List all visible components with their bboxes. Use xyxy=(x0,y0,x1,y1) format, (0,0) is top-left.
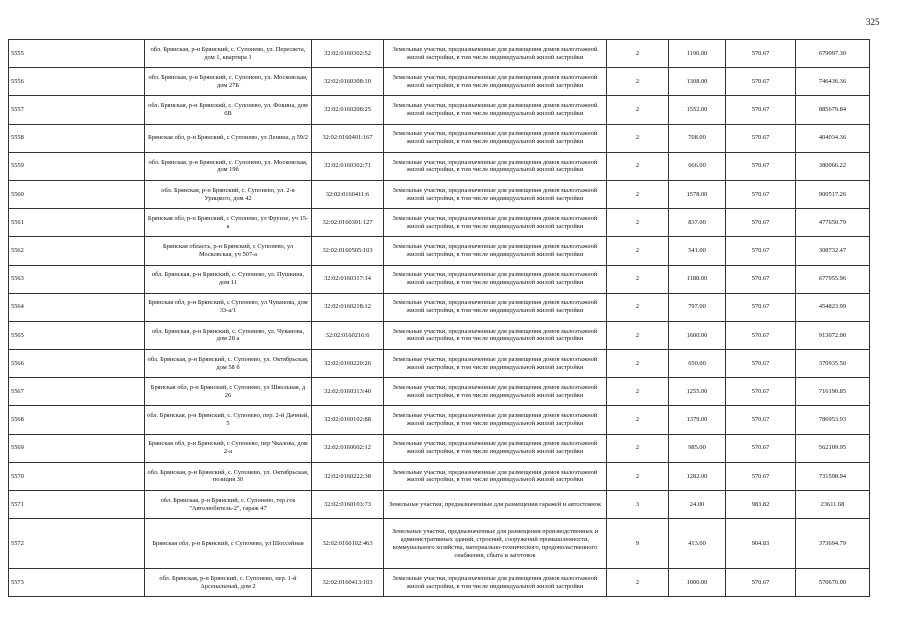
cadastral-number-cell: 32:02:0160102:463 xyxy=(312,519,384,569)
address-cell: обл. Брянская, р-н Брянский, с. Супонево, ул. Московская, дом 27Б xyxy=(145,68,312,96)
area-cell: 1255.00 xyxy=(669,378,726,406)
address-cell: Брянская обл, р-н Брянский, с Супонево, ул Шоссейная xyxy=(145,519,312,569)
address-cell: Брянская обл, р-н Брянский, с Супонево, пер Чкалова, дом 2-а xyxy=(145,434,312,462)
rate-cell: 570.67 xyxy=(726,350,796,378)
land-use-cell: Земельные участки, предназначенные для размещения домов малоэтажной жилой застройки, в том числе индивидуальной жилой застройки xyxy=(384,350,607,378)
rate-cell: 570.67 xyxy=(726,40,796,68)
group-cell: 2 xyxy=(607,152,669,180)
cadastral-value-cell: 477650.79 xyxy=(796,209,870,237)
table-row xyxy=(9,265,870,293)
address-cell: обл. Брянская, р-н Брянский, с. Супонево, ул. 2-я Урицкого, дом 42 xyxy=(145,180,312,208)
cadastral-value-cell: 562109.95 xyxy=(796,434,870,462)
address-cell: Брянская обл, р-н Брянский, с Супонево, ул Ленина, д 59/2 xyxy=(145,124,312,152)
area-cell: 413.00 xyxy=(669,519,726,569)
rate-cell: 570.67 xyxy=(726,321,796,349)
address-cell: Брянская обл, р-н Брянский, с Супонево, ул Чуванова, дом 33-а/1 xyxy=(145,293,312,321)
cadastral-value-cell: 786953.93 xyxy=(796,406,870,434)
rate-cell: 570.67 xyxy=(726,406,796,434)
cadastral-value-cell: 731598.94 xyxy=(796,462,870,490)
address-cell: обл. Брянская, р-н Брянский, с. Супонево, ул. Пушкина, дом 11 xyxy=(145,265,312,293)
cadastral-value-cell: 913072.00 xyxy=(796,321,870,349)
page-number: 325 xyxy=(866,17,880,27)
cadastral-value-cell: 308732.47 xyxy=(796,237,870,265)
row-number: 5568 xyxy=(9,406,145,434)
cadastral-value-cell: 570670.00 xyxy=(796,569,870,597)
cadastral-number-cell: 32:02:0160313:40 xyxy=(312,378,384,406)
row-number: 5564 xyxy=(9,293,145,321)
row-number: 5567 xyxy=(9,378,145,406)
cadastral-number-cell: 32:02:0160222:38 xyxy=(312,462,384,490)
row-number: 5569 xyxy=(9,434,145,462)
group-cell: 2 xyxy=(607,209,669,237)
cadastral-number-cell: 32:02:0160102:88 xyxy=(312,406,384,434)
cadastral-value-cell: 380066.22 xyxy=(796,152,870,180)
rate-cell: 570.67 xyxy=(726,462,796,490)
area-cell: 541.00 xyxy=(669,237,726,265)
table-row xyxy=(9,293,870,321)
group-cell: 2 xyxy=(607,434,669,462)
table-row xyxy=(9,378,870,406)
group-cell: 2 xyxy=(607,406,669,434)
cadastral-number-cell: 32:02:0160401:167 xyxy=(312,124,384,152)
area-cell: 1188.00 xyxy=(669,265,726,293)
area-cell: 1000.00 xyxy=(669,569,726,597)
group-cell: 2 xyxy=(607,350,669,378)
land-use-cell: Земельные участки, предназначенные для размещения гаражей и автостоянок xyxy=(384,491,607,519)
land-use-cell: Земельные участки, предназначенные для размещения домов малоэтажной жилой застройки, в том числе индивидуальной жилой застройки xyxy=(384,569,607,597)
cadastral-value-cell: 716190.85 xyxy=(796,378,870,406)
cadastral-number-cell: 32:02:0160208:25 xyxy=(312,96,384,124)
table-row xyxy=(9,40,870,68)
group-cell: 2 xyxy=(607,68,669,96)
area-cell: 797.00 xyxy=(669,293,726,321)
rate-cell: 570.67 xyxy=(726,124,796,152)
address-cell: Брянская область, р-н Брянский, с Супонево, ул Московская, уч 507-а xyxy=(145,237,312,265)
cadastral-number-cell: 32:02:0160602:12 xyxy=(312,434,384,462)
address-cell: обл. Брянская, р-н Брянский, с. Супонево, ул. Октябрьская, дом 58 б xyxy=(145,350,312,378)
table-row xyxy=(9,462,870,490)
cadastral-value-cell: 746436.36 xyxy=(796,68,870,96)
cadastral-value-cell: 454823.99 xyxy=(796,293,870,321)
cadastral-value-cell: 23611.68 xyxy=(796,491,870,519)
group-cell: 2 xyxy=(607,378,669,406)
address-cell: обл. Брянская, р-н Брянский, с. Супонево, тер.гск "Автолюбитель-2", гараж 47 xyxy=(145,491,312,519)
table-row xyxy=(9,180,870,208)
rate-cell: 570.67 xyxy=(726,180,796,208)
land-use-cell: Земельные участки, предназначенные для размещения домов малоэтажной жилой застройки, в том числе индивидуальной жилой застройки xyxy=(384,209,607,237)
area-cell: 837.00 xyxy=(669,209,726,237)
group-cell: 2 xyxy=(607,124,669,152)
row-number: 5561 xyxy=(9,209,145,237)
row-number: 5566 xyxy=(9,350,145,378)
rate-cell: 904.83 xyxy=(726,519,796,569)
rate-cell: 570.67 xyxy=(726,209,796,237)
row-number: 5565 xyxy=(9,321,145,349)
area-cell: 1552.00 xyxy=(669,96,726,124)
land-use-cell: Земельные участки, предназначенные для размещения домов малоэтажной жилой застройки, в том числе индивидуальной жилой застройки xyxy=(384,265,607,293)
area-cell: 1379.00 xyxy=(669,406,726,434)
table-row xyxy=(9,321,870,349)
rate-cell: 570.67 xyxy=(726,434,796,462)
row-number: 5573 xyxy=(9,569,145,597)
area-cell: 1282.00 xyxy=(669,462,726,490)
land-use-cell: Земельные участки, предназначенные для размещения производственных и административных зданий, строений, сооружений промышленности, коммунального хозяйства, материально-технического, продовольственного снабжения, сбыта и заготовок xyxy=(384,519,607,569)
address-cell: обл. Брянская, р-н Брянский, с. Супонево, пер. 2-й Дачный, 5 xyxy=(145,406,312,434)
land-use-cell: Земельные участки, предназначенные для размещения домов малоэтажной жилой застройки, в том числе индивидуальной жилой застройки xyxy=(384,68,607,96)
area-cell: 1308.00 xyxy=(669,68,726,96)
rate-cell: 570.67 xyxy=(726,265,796,293)
cadastral-number-cell: 32:02:0160301:127 xyxy=(312,209,384,237)
address-cell: обл. Брянская, р-н Брянский, с. Супонево, пер. 1-й Арсенальный, дом 2 xyxy=(145,569,312,597)
area-cell: 1578.00 xyxy=(669,180,726,208)
land-use-cell: Земельные участки, предназначенные для размещения домов малоэтажной жилой застройки, в том числе индивидуальной жилой застройки xyxy=(384,434,607,462)
table-row xyxy=(9,519,870,569)
table-row xyxy=(9,406,870,434)
address-cell: обл. Брянская, р-н Брянский, с. Супонево, ул. Пересвета, дом 1, квартира 1 xyxy=(145,40,312,68)
land-use-cell: Земельные участки, предназначенные для размещения домов малоэтажной жилой застройки, в том числе индивидуальной жилой застройки xyxy=(384,378,607,406)
row-number: 5562 xyxy=(9,237,145,265)
area-cell: 985.00 xyxy=(669,434,726,462)
address-cell: обл. Брянская, р-н Брянский, с. Супонево, ул. Чуванова, дом 28 а xyxy=(145,321,312,349)
land-use-cell: Земельные участки, предназначенные для размещения домов малоэтажной жилой застройки, в том числе индивидуальной жилой застройки xyxy=(384,124,607,152)
area-cell: 1190.00 xyxy=(669,40,726,68)
address-cell: Брянская обл, р-н Брянский, с Супонево, ул Фрунзе, уч 15-а xyxy=(145,209,312,237)
table-row xyxy=(9,152,870,180)
address-cell: обл. Брянская, р-н Брянский, с. Супонево, ул. Фокина, дом 6В xyxy=(145,96,312,124)
table-row xyxy=(9,209,870,237)
table-row xyxy=(9,491,870,519)
group-cell: 9 xyxy=(607,519,669,569)
area-cell: 708.00 xyxy=(669,124,726,152)
table-row xyxy=(9,124,870,152)
cadastral-number-cell: 32:02:0160220:26 xyxy=(312,350,384,378)
row-number: 5557 xyxy=(9,96,145,124)
group-cell: 2 xyxy=(607,462,669,490)
cadastral-number-cell: 32:02:0160103:73 xyxy=(312,491,384,519)
area-cell: 24.00 xyxy=(669,491,726,519)
land-use-cell: Земельные участки, предназначенные для размещения домов малоэтажной жилой застройки, в том числе индивидуальной жилой застройки xyxy=(384,40,607,68)
table-row xyxy=(9,237,870,265)
group-cell: 2 xyxy=(607,265,669,293)
land-use-cell: Земельные участки, предназначенные для размещения домов малоэтажной жилой застройки, в том числе индивидуальной жилой застройки xyxy=(384,237,607,265)
table-row xyxy=(9,350,870,378)
cadastral-number-cell: 32:02:0160216:6 xyxy=(312,321,384,349)
group-cell: 2 xyxy=(607,237,669,265)
row-number: 5563 xyxy=(9,265,145,293)
group-cell: 2 xyxy=(607,180,669,208)
cadastral-number-cell: 32:02:0160218:12 xyxy=(312,293,384,321)
land-use-cell: Земельные участки, предназначенные для размещения домов малоэтажной жилой застройки, в том числе индивидуальной жилой застройки xyxy=(384,180,607,208)
row-number: 5570 xyxy=(9,462,145,490)
land-use-cell: Земельные участки, предназначенные для размещения домов малоэтажной жилой застройки, в том числе индивидуальной жилой застройки xyxy=(384,96,607,124)
cadastral-value-cell: 370935.50 xyxy=(796,350,870,378)
land-use-cell: Земельные участки, предназначенные для размещения домов малоэтажной жилой застройки, в том числе индивидуальной жилой застройки xyxy=(384,321,607,349)
address-cell: Брянская обл, р-н Брянский, с Супонево, ул Школьная, д 26 xyxy=(145,378,312,406)
cadastral-value-cell: 679097.30 xyxy=(796,40,870,68)
rate-cell: 570.67 xyxy=(726,152,796,180)
group-cell: 2 xyxy=(607,40,669,68)
table-row xyxy=(9,434,870,462)
cadastral-value-cell: 373694.79 xyxy=(796,519,870,569)
rate-cell: 570.67 xyxy=(726,237,796,265)
group-cell: 3 xyxy=(607,491,669,519)
row-number: 5559 xyxy=(9,152,145,180)
group-cell: 2 xyxy=(607,96,669,124)
group-cell: 2 xyxy=(607,321,669,349)
row-number: 5556 xyxy=(9,68,145,96)
rate-cell: 570.67 xyxy=(726,293,796,321)
cadastral-number-cell: 32:02:0160317:14 xyxy=(312,265,384,293)
table-row xyxy=(9,569,870,597)
area-cell: 1600.00 xyxy=(669,321,726,349)
area-cell: 666.00 xyxy=(669,152,726,180)
rate-cell: 570.67 xyxy=(726,96,796,124)
cadastral-number-cell: 32:02:0160411:6 xyxy=(312,180,384,208)
cadastral-number-cell: 32:02:0160308:10 xyxy=(312,68,384,96)
cadastral-value-cell: 885679.84 xyxy=(796,96,870,124)
row-number: 5555 xyxy=(9,40,145,68)
cadastral-number-cell: 32:02:0160413:103 xyxy=(312,569,384,597)
cadastral-number-cell: 32:02:0160302:71 xyxy=(312,152,384,180)
area-cell: 650.00 xyxy=(669,350,726,378)
land-use-cell: Земельные участки, предназначенные для размещения домов малоэтажной жилой застройки, в том числе индивидуальной жилой застройки xyxy=(384,152,607,180)
land-use-cell: Земельные участки, предназначенные для размещения домов малоэтажной жилой застройки, в том числе индивидуальной жилой застройки xyxy=(384,293,607,321)
cadastral-value-cell: 404034.36 xyxy=(796,124,870,152)
table-row xyxy=(9,68,870,96)
address-cell: обл. Брянская, р-н Брянский, с. Супонево, ул. Московская, дом 19б xyxy=(145,152,312,180)
rate-cell: 983.82 xyxy=(726,491,796,519)
rate-cell: 570.67 xyxy=(726,68,796,96)
table-body xyxy=(9,40,870,597)
cadastral-value-cell: 900517.26 xyxy=(796,180,870,208)
land-use-cell: Земельные участки, предназначенные для размещения домов малоэтажной жилой застройки, в том числе индивидуальной жилой застройки xyxy=(384,462,607,490)
row-number: 5571 xyxy=(9,491,145,519)
rate-cell: 570.67 xyxy=(726,378,796,406)
cadastral-value-cell: 677955.96 xyxy=(796,265,870,293)
land-use-cell: Земельные участки, предназначенные для размещения домов малоэтажной жилой застройки, в том числе индивидуальной жилой застройки xyxy=(384,406,607,434)
cadastral-number-cell: 32:02:0160505:103 xyxy=(312,237,384,265)
table-row xyxy=(9,96,870,124)
rate-cell: 570.67 xyxy=(726,569,796,597)
group-cell: 2 xyxy=(607,293,669,321)
row-number: 5572 xyxy=(9,519,145,569)
group-cell: 2 xyxy=(607,569,669,597)
cadastral-value-table xyxy=(8,39,870,597)
row-number: 5560 xyxy=(9,180,145,208)
row-number: 5558 xyxy=(9,124,145,152)
address-cell: обл. Брянская, р-н Брянский, с. Супонево, ул. Октябрьская, позиция 30 xyxy=(145,462,312,490)
cadastral-number-cell: 32:02:0160302:52 xyxy=(312,40,384,68)
